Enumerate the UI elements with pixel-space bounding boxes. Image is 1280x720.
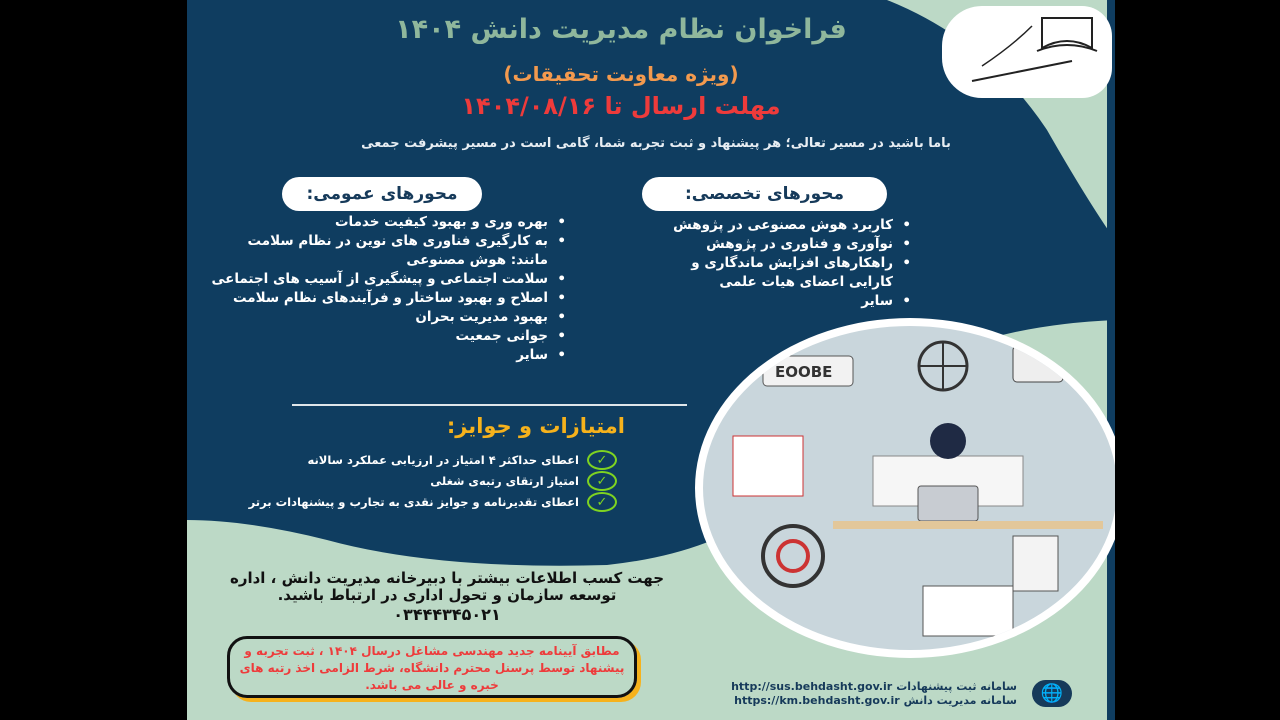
benefits-heading: امتیازات و جوایز:: [446, 414, 625, 438]
general-topics-heading: محورهای عمومی:: [282, 177, 482, 211]
list-item: • بهره وری و بهبود کیفیت خدمات: [210, 213, 570, 232]
contact-info: جهت کسب اطلاعات بیشتر با دبیرخانه مدیریت دانش ، اداره توسعه سازمان و تحول اداری در ارتباط باشید.: [229, 569, 665, 604]
list-item: • راهکارهای افزایش ماندگاری و کارایی اعضای هیات علمی: [655, 254, 915, 292]
link-url[interactable]: http://sus.behdasht.gov.ir: [731, 680, 893, 693]
tagline: باما باشید در مسیر تعالی؛ هر پیشنهاد و ثبت تجربه شما، گامی است در مسیر پیشرفت جمعی: [361, 136, 951, 151]
list-item: • جوانی جمعیت: [210, 327, 570, 346]
divider: [292, 404, 687, 406]
list-item: • اصلاح و بهبود ساختار و فرآیندهای نظام سلامت: [210, 289, 570, 308]
list-item: • به کارگیری فناوری های نوین در نظام سلامت مانند: هوش مصنوعی: [210, 232, 570, 270]
poster: [187, 0, 1115, 720]
notice-box: مطابق آیینامه جدید مهندسی مشاغل درسال ۱۴۰۴ ، ثبت تجربه و پیشنهاد توسط پرسنل محترم دانشگاه، شرط الزامی اخذ رتبه های خبره و عالی می باشد.: [227, 636, 637, 698]
general-topics-list: [210, 213, 570, 365]
benefit-text: امتیاز ارتقای رتبه‌ی شغلی: [430, 474, 579, 488]
list-item: • سلامت اجتماعی و پیشگیری از آسیب های اجتماعی: [210, 270, 570, 289]
page-title: فراخوان نظام مدیریت دانش ۱۴۰۴: [395, 14, 847, 45]
benefit-item: [308, 450, 618, 470]
check-icon: ✓: [587, 450, 617, 470]
link-url[interactable]: https://km.behdasht.gov.ir: [734, 694, 900, 707]
globe-icon: 🌐: [1032, 680, 1072, 707]
link-label: سامانه مدیریت دانش: [903, 694, 1017, 707]
benefit-item: [430, 471, 617, 491]
phone-number: ۰۳۴۴۴۳۴۵۰۲۱: [393, 605, 501, 624]
link-row: [687, 680, 1017, 694]
link-label: سامانه ثبت پیشنهادات: [896, 680, 1017, 693]
benefit-text: اعطای حداکثر ۴ امتیاز در ارزیابی عملکرد سالانه: [307, 453, 579, 467]
list-item: • کاربرد هوش مصنوعی در پژوهش: [655, 216, 915, 235]
illustration-person-at-laptop: [695, 318, 1115, 658]
benefit-item: [249, 492, 617, 512]
list-item: • بهبود مدیریت بحران: [210, 308, 570, 327]
specialized-topics-list: [655, 216, 915, 311]
link-row: [687, 694, 1017, 708]
screen-text: EOOBE: [775, 363, 833, 381]
subtitle: (ویژه معاونت تحقیقات): [503, 62, 739, 86]
list-item: • سایر: [210, 346, 570, 365]
check-icon: ✓: [587, 492, 617, 512]
links: [687, 680, 1017, 708]
list-item: • سایر: [655, 292, 915, 311]
deadline: مهلت ارسال تا ۱۴۰۴/۰۸/۱۶: [461, 92, 781, 120]
benefit-text: اعطای تقدیرنامه و جوایز نقدی به تجارب و پیشنهادات برتر: [248, 495, 579, 509]
list-item: • نوآوری و فناوری در پژوهش: [655, 235, 915, 254]
check-icon: ✓: [587, 471, 617, 491]
specialized-topics-heading: محورهای تخصصی:: [642, 177, 887, 211]
